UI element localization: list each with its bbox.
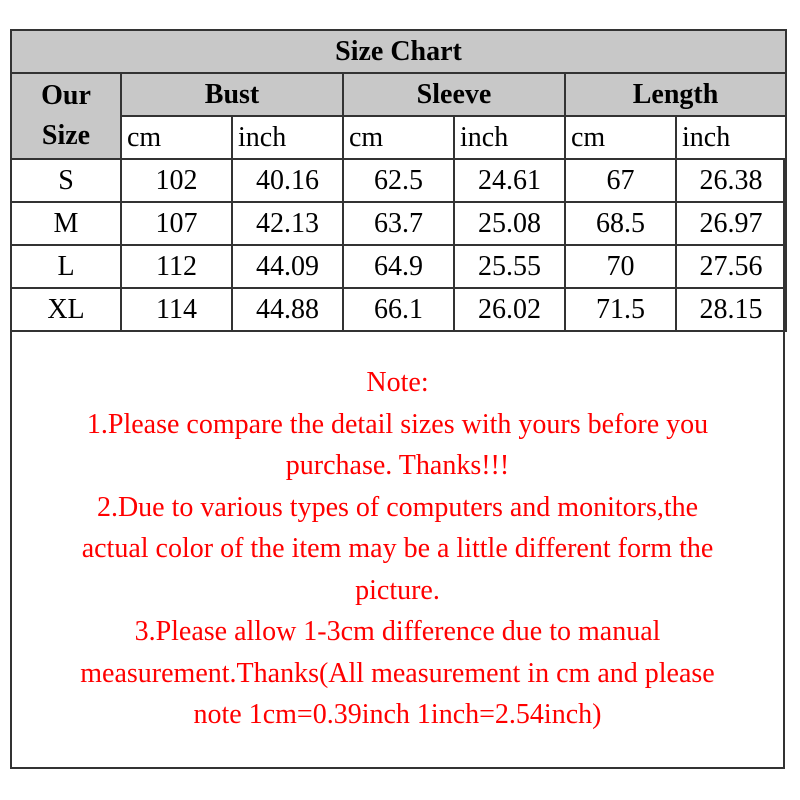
table-cell: 27.56: [676, 245, 786, 288]
table-cell: 44.88: [232, 288, 343, 331]
table-row: [11, 159, 786, 202]
unit-sleeve-cm: cm: [343, 116, 454, 159]
sleeve-header: Sleeve: [343, 73, 565, 116]
note-line: 1.Please compare the detail sizes with yours before you: [86, 408, 709, 440]
note-line: purchase. Thanks!!!: [285, 450, 510, 481]
size-label: M: [11, 202, 121, 245]
table-cell: 107: [121, 202, 232, 245]
note-line: actual color of the item may be a little different form the: [81, 533, 714, 564]
note-line: note 1cm=0.39inch 1inch=2.54inch): [193, 699, 602, 730]
size-chart-table: [10, 29, 787, 332]
note-line: picture.: [355, 574, 440, 606]
table-cell: 62.5: [343, 159, 454, 202]
our-size-label-line2: Size: [41, 120, 91, 151]
table-row: [11, 245, 786, 288]
table-cell: 26.38: [676, 159, 786, 202]
table-cell: 26.97: [676, 202, 786, 245]
notes-section: [20, 362, 775, 736]
chart-title: Size Chart: [11, 30, 786, 73]
our-size-label-line1: Our: [41, 80, 91, 111]
table-cell: 44.09: [232, 245, 343, 288]
table-cell: 71.5: [565, 288, 676, 331]
size-label: XL: [11, 288, 121, 331]
table-cell: 25.55: [454, 245, 565, 288]
our-size-header: [11, 73, 121, 159]
table-cell: 102: [121, 159, 232, 202]
size-label: L: [11, 245, 121, 288]
note-heading: Note:: [366, 367, 429, 398]
table-cell: 66.1: [343, 288, 454, 331]
length-header: Length: [565, 73, 786, 116]
table-cell: 25.08: [454, 202, 565, 245]
table-cell: 28.15: [676, 288, 786, 331]
unit-length-inch: inch: [676, 116, 786, 159]
unit-length-cm: cm: [565, 116, 676, 159]
table-cell: 42.13: [232, 202, 343, 245]
unit-bust-inch: inch: [232, 116, 343, 159]
unit-bust-cm: cm: [121, 116, 232, 159]
table-cell: 114: [121, 288, 232, 331]
note-line: measurement.Thanks(All measurement in cm and please: [80, 657, 715, 689]
bust-header: Bust: [121, 73, 343, 116]
size-label: S: [11, 159, 121, 202]
table-cell: 24.61: [454, 159, 565, 202]
table-row: [11, 288, 786, 331]
table-row: [11, 202, 786, 245]
note-line: 2.Due to various types of computers and monitors,the: [96, 491, 699, 523]
table-cell: 68.5: [565, 202, 676, 245]
table-cell: 67: [565, 159, 676, 202]
table-cell: 112: [121, 245, 232, 288]
table-cell: 40.16: [232, 159, 343, 202]
table-cell: 64.9: [343, 245, 454, 288]
unit-sleeve-inch: inch: [454, 116, 565, 159]
table-cell: 26.02: [454, 288, 565, 331]
table-cell: 63.7: [343, 202, 454, 245]
table-cell: 70: [565, 245, 676, 288]
note-line: 3.Please allow 1-3cm difference due to manual: [134, 616, 661, 647]
